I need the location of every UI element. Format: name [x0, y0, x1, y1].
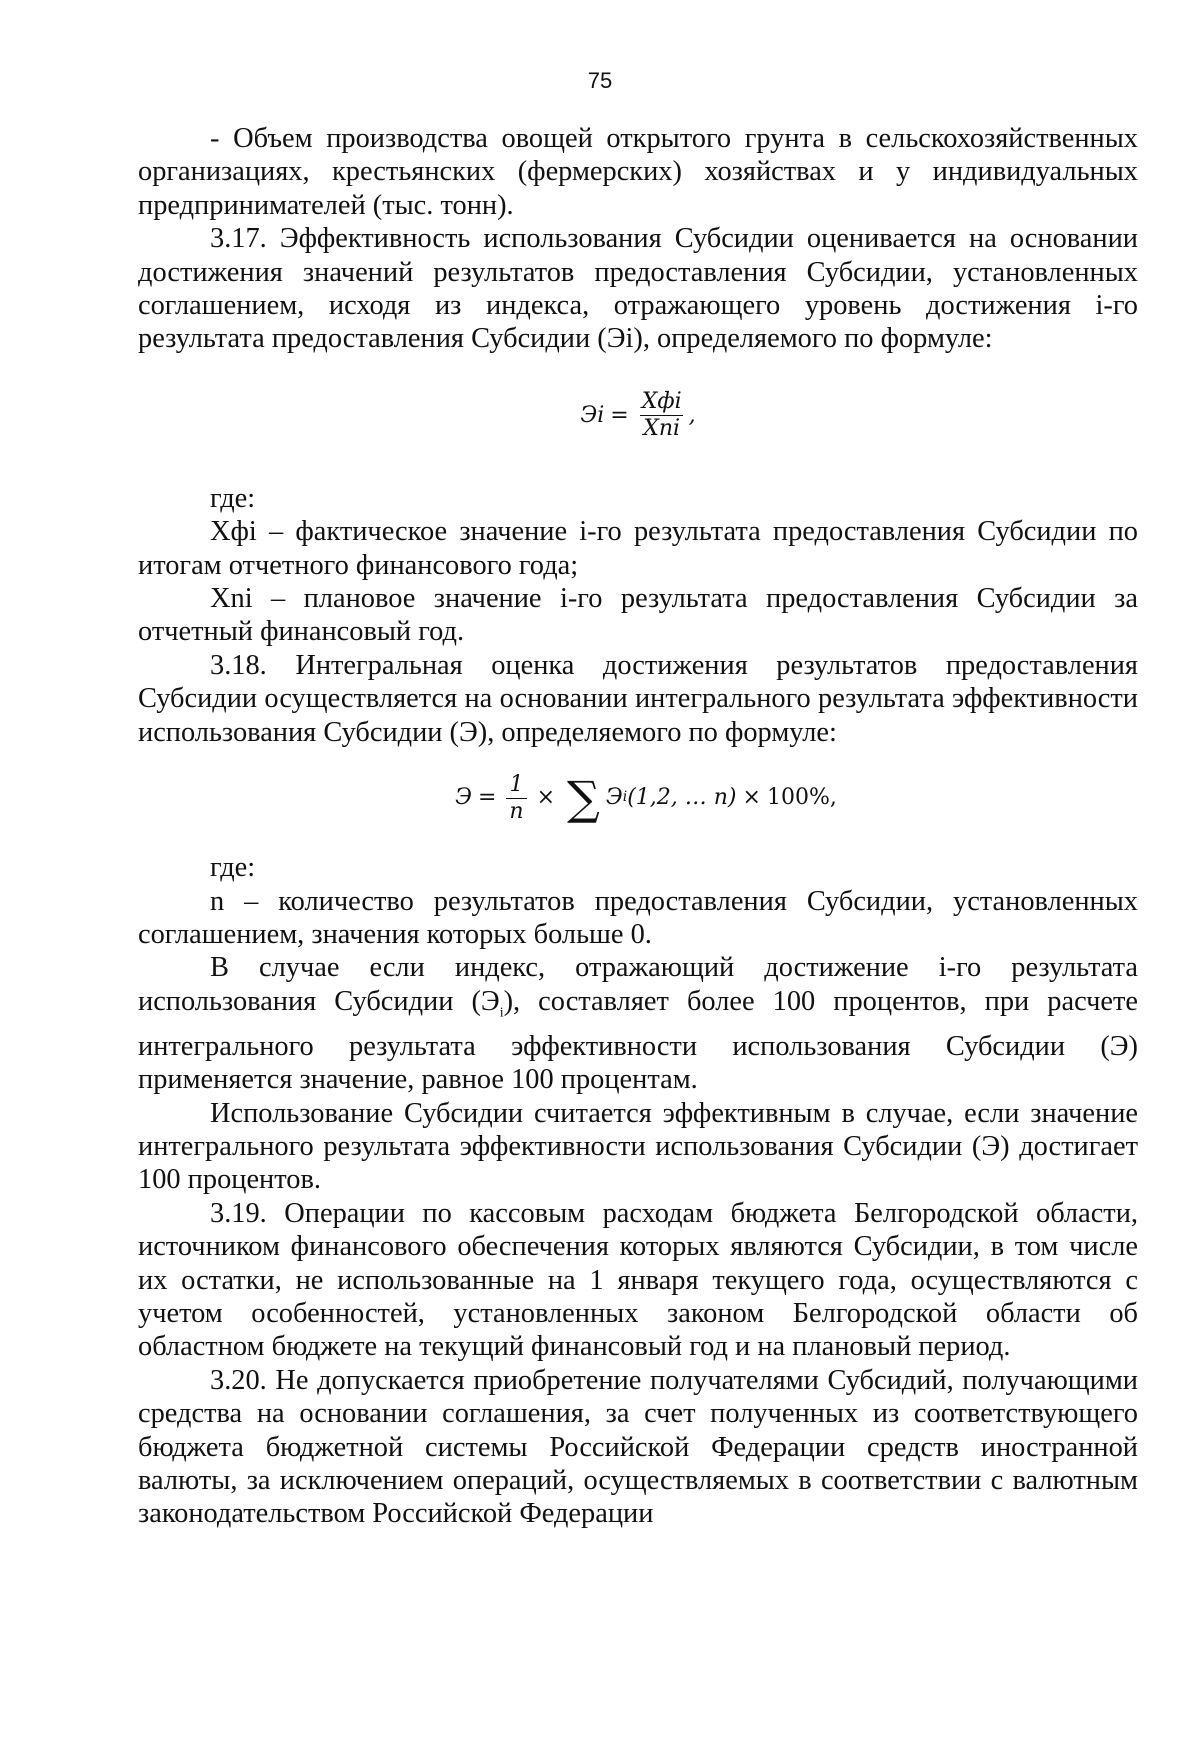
where-label-2: где: — [210, 852, 256, 884]
paragraph-3-17: 3.17. Эффективность использования Субсидии оценивается на основании достижения значений результатов предоставления Субсидии, установленных соглашением, исходя из индекса, отражающего уровень достижения i-го результата предоставления Субсидии (Эi), определяемого по формуле: — [138, 223, 1138, 355]
formula2-times: × — [536, 785, 556, 811]
formula1-fraction — [639, 389, 685, 442]
formula2-denominator: n — [506, 798, 526, 825]
formula2-times-2: × — [742, 785, 761, 811]
formula1-denominator: Хni — [640, 415, 683, 442]
formula1-equals: = — [610, 403, 629, 429]
paragraph-efficiency-criterion: Использование Субсидии считается эффективным в случае, если значение интегрального результата эффективности использования Субсидии (Э) достигает 100 процентов. — [138, 1097, 1138, 1196]
formula2-term: Э — [605, 785, 623, 811]
paragraph-3-20: 3.20. Не допускается приобретение получателями Субсидий, получающими средства на основании соглашения, за счет полученных из соответствующего бюджета бюджетной системы Российской Федерации средств иностранной валюты, за исключением операций, осуществляемых в соответствии с валютным законодательством Российской Федерации — [138, 1364, 1138, 1530]
formula2-fraction — [506, 772, 526, 825]
formula2-args: (1,2, … n) — [627, 785, 737, 811]
sigma-symbol: ∑ — [567, 771, 600, 826]
formula2-numerator: 1 — [509, 771, 524, 797]
paragraph-index-cap — [138, 951, 1138, 1096]
formula2-percent: 100%, — [766, 785, 837, 811]
formula1-comma: , — [688, 403, 696, 429]
formula1-numerator: Хфi — [641, 389, 682, 415]
formula1-lhs: Эi — [580, 403, 605, 429]
paragraph-vegetable-volume: - Объем производства овощей открытого грунта в сельскохозяйственных организациях, крестьянских (фермерских) хозяйствах и у индивидуальных предпринимателей (тыс. тонн). — [138, 123, 1138, 221]
paragraph-index-cap-part2: ), составляет более 100 процентов, при расчете интегрального результата эффективности использования Субсидии (Э) применяется значение, равное 100 процентам. — [138, 985, 1139, 1096]
definition-xni: Хni – плановое значение i-го результата предоставления Субсидии за отчетный финансовый год. — [138, 583, 1138, 648]
formula2-term-subscript: i — [622, 789, 628, 806]
paragraph-3-19: 3.19. Операции по кассовым расходам бюджета Белгородской области, источником финансового обеспечения которых являются Субсидии, в том числе их остатки, не использованные на 1 января текущего года, осуществляются с учетом особенностей, установленных законом Белгородской области об областном бюджете на текущий финансовый год и на плановый период. — [138, 1197, 1138, 1363]
formula2-equals: = — [477, 785, 497, 811]
formula2-lhs: Э — [455, 785, 472, 811]
formula-efficiency-index — [138, 368, 1138, 464]
page-number: 75 — [587, 68, 613, 93]
document-body — [138, 122, 1138, 1531]
definition-xfi: Хфi – фактическое значение i-го результата предоставления Субсидии по итогам отчетного финансового года; — [138, 516, 1138, 581]
formula-integral-result — [138, 759, 1138, 837]
paragraph-3-18: 3.18. Интегральная оценка достижения результатов предоставления Субсидии осуществляется на основании интегрального результата эффективности использования Субсидии (Э), определяемого по формуле: — [138, 649, 1138, 748]
where-label-1: где: — [210, 482, 256, 514]
paragraph-index-cap-subscript: i — [499, 1005, 504, 1021]
definition-n: n – количество результатов предоставления Субсидии, установленных соглашением, значения которых больше 0. — [138, 885, 1138, 950]
paragraph-index-cap-part1: В случае если индекс, отражающий достижение i-го результата использования Субсидии (Э — [138, 952, 1138, 1017]
